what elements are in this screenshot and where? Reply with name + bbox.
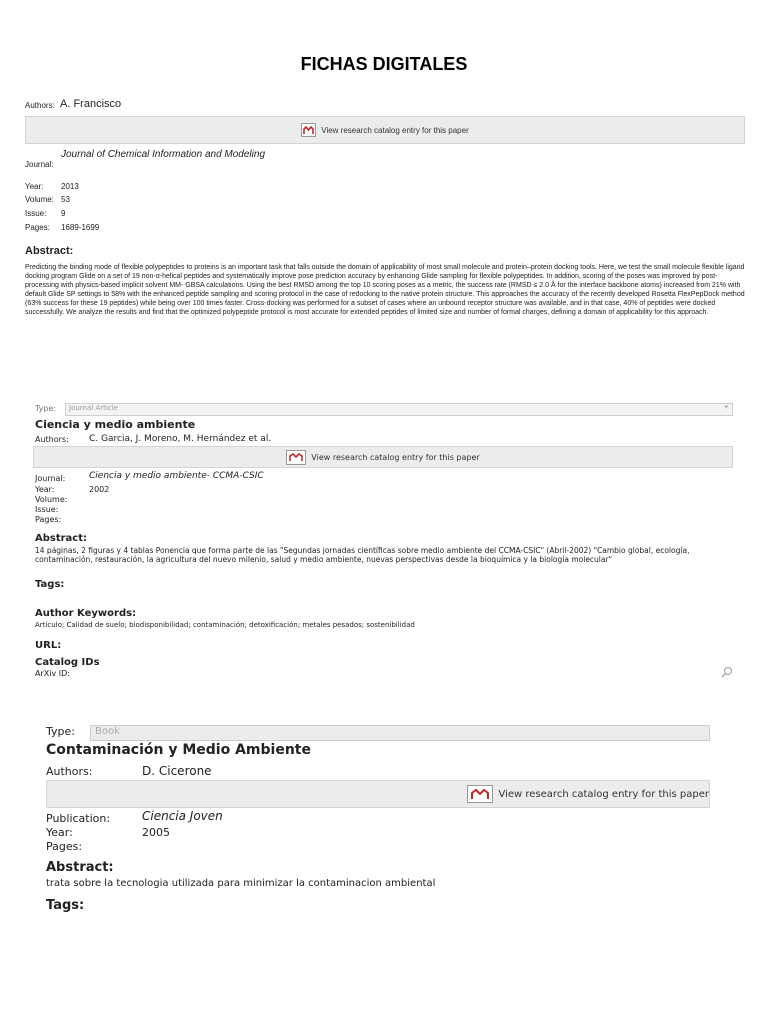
issue-label: Issue: (25, 209, 47, 218)
abstract-heading: Abstract: (25, 245, 74, 257)
type-select-value: Book (95, 726, 120, 737)
record-card-2 (33, 400, 733, 690)
chevron-down-icon[interactable]: ▾ (724, 403, 728, 411)
volume-value: 53 (61, 195, 70, 204)
issue-label: Issue: (35, 505, 59, 514)
volume-label: Volume: (35, 495, 68, 504)
mendeley-icon (467, 785, 493, 803)
abstract-text: Predicting the binding mode of flexible polypeptides to proteins is an important task that falls outside the domain of applicability of most small molecule and protein–protein docking tools. Here, we test the small molecule flexible ligand docking program Glide on a set of 19 non-α-helical peptides and systematically improve pose prediction accuracy by enhancing Glide sampling for flexible polypeptides. In addition, scoring of the poses was improved by post-processing with physics-based implicit solvent MM- GBSA calculations. Using the best RMSD among the top 10 scoring poses as a metric, the success rate (RMSD ≤ 2.0 Å for the interface backbone atoms) increased from 21% with default Glide SP settings to 58% with the enhanced peptide sampling and scoring protocol in the case of redocking to the native protein structure. This approaches the accuracy of the recently developed Rosetta FlexPepDock method (63% success for these 19 peptides) while being over 100 times faster. Cross-docking was performed for a subset of cases where an unbound receptor structure was available, and in that case, 40% of peptides were docked successfully. We analyze the results and find that the optimized polypeptide protocol is most accurate for extended peptides of limited size and number of formal charges, defining a domain of applicability for this approach. (25, 264, 745, 316)
search-icon[interactable] (721, 666, 733, 680)
type-label: Type: (46, 725, 75, 738)
authors-label: Authors: (46, 765, 93, 778)
record-title: Contaminación y Medio Ambiente (46, 742, 311, 758)
catalog-entry-button[interactable] (25, 116, 745, 144)
arxiv-id-label: ArXiv ID: (35, 669, 70, 678)
author-keywords-value: Artículo; Calidad de suelo; biodisponibilidad; contaminación; detoxificación; metales pesados; sostenibilidad (35, 621, 415, 629)
type-label: Type: (35, 404, 57, 413)
author-keywords-heading: Author Keywords: (35, 608, 137, 619)
year-label: Year: (46, 826, 73, 839)
abstract-heading: Abstract: (46, 860, 114, 875)
tags-heading: Tags: (46, 898, 85, 913)
publication-label: Publication: (46, 812, 111, 825)
record-card-1 (25, 95, 745, 345)
catalog-ids-heading: Catalog IDs (35, 657, 100, 668)
catalog-entry-button[interactable] (46, 780, 710, 808)
year-value: 2002 (89, 485, 110, 494)
year-value: 2013 (61, 182, 79, 191)
year-label: Year: (35, 485, 55, 494)
abstract-text: 14 páginas, 2 figuras y 4 tablas Ponencia que forma parte de las "Segundas jornadas científicas sobre medio ambiente del CCMA-CSIC" (Abril-2002) "Cambio global, ecología, contaminación, restauración, la agricultura del nuevo milenio, salud y medio ambiente, nuevas perspectivas desde la bioquímica y la biología molecular" (35, 546, 690, 564)
authors-value: A. Francisco (60, 98, 122, 110)
journal-value: Journal of Chemical Information and Modeling (61, 149, 265, 160)
pages-value: 1689-1699 (61, 223, 100, 232)
type-select[interactable] (90, 725, 710, 741)
year-value: 2005 (142, 826, 170, 839)
journal-value: Ciencia y medio ambiente- CCMA-CSIC (89, 471, 264, 481)
pages-label: Pages: (35, 515, 62, 524)
mendeley-icon (286, 450, 306, 465)
volume-label: Volume: (25, 195, 54, 204)
mendeley-icon (301, 123, 316, 137)
page-title: FICHAS DIGITALES (300, 54, 468, 74)
catalog-entry-label: View research catalog entry for this paper (321, 125, 469, 135)
catalog-entry-button[interactable] (33, 446, 733, 468)
pages-label: Pages: (25, 223, 50, 232)
journal-label: Journal: (25, 160, 54, 169)
pages-label: Pages: (46, 840, 83, 853)
catalog-entry-label: View research catalog entry for this paper (498, 788, 709, 800)
publication-value: Ciencia Joven (142, 809, 223, 823)
authors-label: Authors: (25, 101, 55, 110)
record-title: Ciencia y medio ambiente (35, 418, 196, 431)
authors-label: Authors: (35, 435, 69, 444)
tags-heading: Tags: (35, 579, 65, 590)
abstract-heading: Abstract: (35, 533, 88, 544)
abstract-text: trata sobre la tecnologia utilizada para minimizar la contaminacion ambiental (46, 878, 436, 889)
url-heading: URL: (35, 640, 62, 651)
journal-label: Journal: (35, 474, 66, 483)
catalog-entry-label: View research catalog entry for this paper (311, 452, 480, 462)
authors-value: C. Garcia, J. Moreno, M. Hernández et al. (89, 434, 272, 444)
authors-value: D. Cicerone (142, 764, 212, 778)
year-label: Year: (25, 182, 44, 191)
record-card-3 (40, 722, 720, 922)
type-select-value: Journal Article (69, 404, 118, 412)
type-select[interactable] (65, 403, 733, 416)
issue-value: 9 (61, 209, 66, 218)
